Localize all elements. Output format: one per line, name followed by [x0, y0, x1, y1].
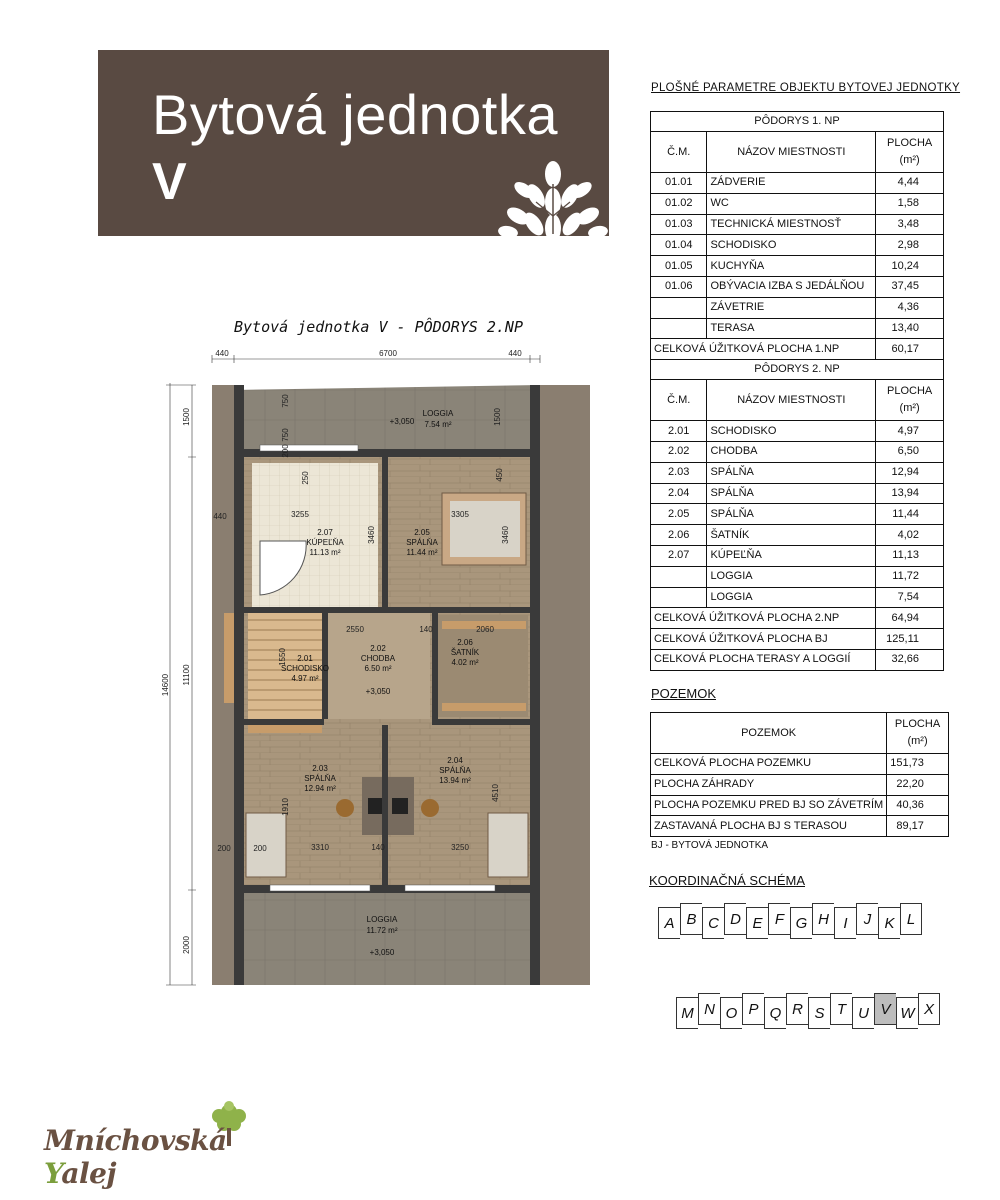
title-banner	[98, 50, 609, 236]
dim-3255: 3255	[291, 510, 309, 519]
room-202-name: CHODBA	[360, 654, 396, 663]
koord-cell-m: M	[676, 997, 698, 1029]
col-cm: Č.M.	[651, 132, 707, 173]
table-row: ZASTAVANÁ PLOCHA BJ S TERASOU 89,17	[651, 816, 949, 837]
dim-2060: 2060	[476, 625, 494, 634]
floor-plan	[160, 345, 590, 995]
koord-cell-x: X	[918, 993, 940, 1025]
dim-1910: 1910	[281, 798, 290, 816]
koord-cell-u: U	[852, 997, 874, 1029]
pozemok-table	[650, 712, 949, 837]
table-row: 01.01 ZÁDVERIE 4,44	[651, 173, 944, 194]
floor1-label: PÔDORYS 1. NP	[651, 112, 944, 132]
table-row: ZÁVETRIE 4,36	[651, 297, 944, 318]
room-201-name: SCHODISKO	[280, 664, 330, 673]
dim-3305: 3305	[451, 510, 469, 519]
dim-3460a: 3460	[367, 526, 376, 544]
table-row: 2.06 ŠATNÍK 4,02	[651, 525, 944, 546]
koord-cell-n: N	[698, 993, 720, 1025]
params-title: PLOŠNÉ PARAMETRE OBJEKTU BYTOVEJ JEDNOTKY	[651, 82, 961, 94]
table-row: 2.05 SPÁLŇA 11,44	[651, 504, 944, 525]
room-207-name: KÚPEĽŇA	[306, 538, 344, 547]
loggia-bottom-name: LOGGIA	[366, 915, 398, 924]
table-row: 2.03 SPÁLŇA 12,94	[651, 462, 944, 483]
dim-3310: 3310	[311, 843, 329, 852]
dim-top-right: 440	[508, 349, 522, 358]
table-row: 01.03 TECHNICKÁ MIESTNOSŤ 3,48	[651, 214, 944, 235]
floor2-label: PÔDORYS 2. NP	[651, 360, 944, 380]
dim-left-total: 14600	[161, 673, 170, 697]
logo-part2: alej	[61, 1157, 117, 1190]
room-207-id: 2.07	[317, 528, 333, 537]
col-name: NÁZOV MIESTNOSTI	[707, 132, 876, 173]
dim-top-left: 440	[215, 349, 229, 358]
dim-left-mid: 11100	[182, 664, 191, 686]
loggia-top-area: 7.54 m²	[424, 420, 452, 429]
koord-cell-b: B	[680, 903, 702, 935]
room-204-area: 13.94 m²	[439, 776, 471, 785]
dim-1550: 1550	[278, 648, 287, 666]
dim-750a: 750	[281, 394, 290, 408]
dim-left-bottom: 2000	[182, 936, 191, 954]
room-202-id: 2.02	[370, 644, 386, 653]
table-row: 2.07 KÚPEĽŇA 11,13	[651, 545, 944, 566]
koord-cell-f: F	[768, 903, 790, 935]
table-row: 01.04 SCHODISKO 2,98	[651, 235, 944, 256]
room-205-name: SPÁLŇA	[406, 538, 438, 547]
koord-title: KOORDINAČNÁ SCHÉMA	[649, 873, 806, 888]
koord-cell-g: G	[790, 907, 812, 939]
room-203-id: 2.03	[312, 764, 328, 773]
room-206-name: ŠATNÍK	[450, 648, 480, 657]
room-201-id: 2.01	[297, 654, 313, 663]
room-206-area: 4.02 m²	[451, 658, 479, 667]
header-unit: V	[152, 153, 187, 211]
table-row: 2.01 SCHODISKO 4,97	[651, 421, 944, 442]
room-207-area: 11.13 m²	[309, 548, 341, 557]
dim-4510: 4510	[491, 784, 500, 802]
col-area: PLOCHA (m²)	[876, 132, 944, 173]
col-area-2: PLOCHA (m²)	[876, 380, 944, 421]
logo-y-glyph: Y	[44, 1157, 62, 1190]
loggia-bottom-level: +3,050	[369, 948, 395, 957]
dim-2550: 2550	[346, 625, 364, 634]
dim-3460b: 3460	[501, 526, 510, 544]
dim-200a: 200	[217, 844, 231, 853]
dim-440: 440	[213, 512, 227, 521]
dim-140a: 140	[419, 625, 433, 634]
koord-cell-t: T	[830, 993, 852, 1025]
total-row-bj: CELKOVÁ ÚŽITKOVÁ PLOCHA BJ 125,11	[651, 629, 944, 650]
koord-cell-c: C	[702, 907, 724, 939]
flower-icon	[496, 154, 610, 236]
table-row: 2.04 SPÁLŇA 13,94	[651, 483, 944, 504]
room-203-area: 12.94 m²	[304, 784, 336, 793]
koord-row-1	[658, 903, 922, 939]
table-row: 01.05 KUCHYŇA 10,24	[651, 256, 944, 277]
neighbour-right	[540, 385, 590, 985]
room-204-id: 2.04	[447, 756, 463, 765]
table-row: TERASA 13,40	[651, 318, 944, 339]
dim-top-mid: 6700	[379, 349, 397, 358]
dim-3250: 3250	[451, 843, 469, 852]
dim-250: 250	[301, 471, 310, 485]
dim-200: 200	[281, 444, 290, 458]
pozemok-col-area: PLOCHA (m²)	[887, 713, 949, 754]
logo-part1: Mníchovská	[44, 1124, 227, 1157]
plan-title: Bytová jednotka V - PÔDORYS 2.NP	[234, 318, 523, 336]
table-row: LOGGIA 7,54	[651, 587, 944, 608]
dim-140b: 140	[371, 843, 385, 852]
table-row: PLOCHA ZÁHRADY 22,20	[651, 774, 949, 795]
table-row: CELKOVÁ PLOCHA POZEMKU 151,73	[651, 754, 949, 775]
loggia-top-name: LOGGIA	[422, 409, 454, 418]
koord-cell-i: I	[834, 907, 856, 939]
dim-450: 450	[495, 468, 504, 482]
dim-left-top: 1500	[182, 408, 191, 426]
total-row-2np: CELKOVÁ ÚŽITKOVÁ PLOCHA 2.NP 64,94	[651, 608, 944, 629]
hall-level: +3,050	[365, 687, 391, 696]
koord-cell-s: S	[808, 997, 830, 1029]
koord-cell-o: O	[720, 997, 742, 1029]
params-table-1np	[650, 111, 944, 671]
dim-750b: 750	[281, 428, 290, 442]
koord-cell-k: K	[878, 907, 900, 939]
koord-cell-e: E	[746, 907, 768, 939]
koord-cell-p: P	[742, 993, 764, 1025]
col-name-2: NÁZOV MIESTNOSTI	[707, 380, 876, 421]
brand-logo	[44, 1100, 294, 1190]
dim-200b: 200	[253, 844, 267, 853]
pozemok-title: POZEMOK	[651, 686, 717, 701]
room-206-id: 2.06	[457, 638, 473, 647]
room-201-area: 4.97 m²	[291, 674, 319, 683]
dim-1500-right: 1500	[493, 408, 502, 426]
koord-cell-r: R	[786, 993, 808, 1025]
koord-row-2	[676, 993, 940, 1029]
loggia-bottom-area: 11.72 m²	[366, 926, 398, 935]
koord-cell-q: Q	[764, 997, 786, 1029]
koord-cell-w: W	[896, 997, 918, 1029]
koord-cell-d: D	[724, 903, 746, 935]
logo-text	[44, 1124, 294, 1190]
room-205-id: 2.05	[414, 528, 430, 537]
total-row-terrace: CELKOVÁ PLOCHA TERASY A LOGGIÍ 32,66	[651, 649, 944, 670]
pozemok-col-name: POZEMOK	[651, 713, 887, 754]
room-203-name: SPÁLŇA	[304, 774, 336, 783]
table-row: PLOCHA POZEMKU PRED BJ SO ZÁVETRÍM 40,36	[651, 795, 949, 816]
room-202-area: 6.50 m²	[364, 664, 392, 673]
table-row: 01.06 OBÝVACIA IZBA S JEDÁLŇOU 37,45	[651, 276, 944, 297]
koord-cell-a: A	[658, 907, 680, 939]
col-cm-2: Č.M.	[651, 380, 707, 421]
koord-cell-l: L	[900, 903, 922, 935]
bj-note: BJ - BYTOVÁ JEDNOTKA	[651, 840, 769, 851]
loggia-top-level: +3,050	[389, 417, 415, 426]
table-row: LOGGIA 11,72	[651, 566, 944, 587]
header-title: Bytová jednotka	[152, 83, 558, 146]
room-205-area: 11.44 m²	[406, 548, 438, 557]
koord-cell-v: V	[874, 993, 896, 1025]
table-row: 01.02 WC 1,58	[651, 193, 944, 214]
total-row-1np: CELKOVÁ ÚŽITKOVÁ PLOCHA 1.NP 60,17	[651, 339, 944, 360]
koord-cell-j: J	[856, 903, 878, 935]
room-204-name: SPÁLŇA	[439, 766, 471, 775]
table-row: 2.02 CHODBA 6,50	[651, 441, 944, 462]
koord-cell-h: H	[812, 903, 834, 935]
